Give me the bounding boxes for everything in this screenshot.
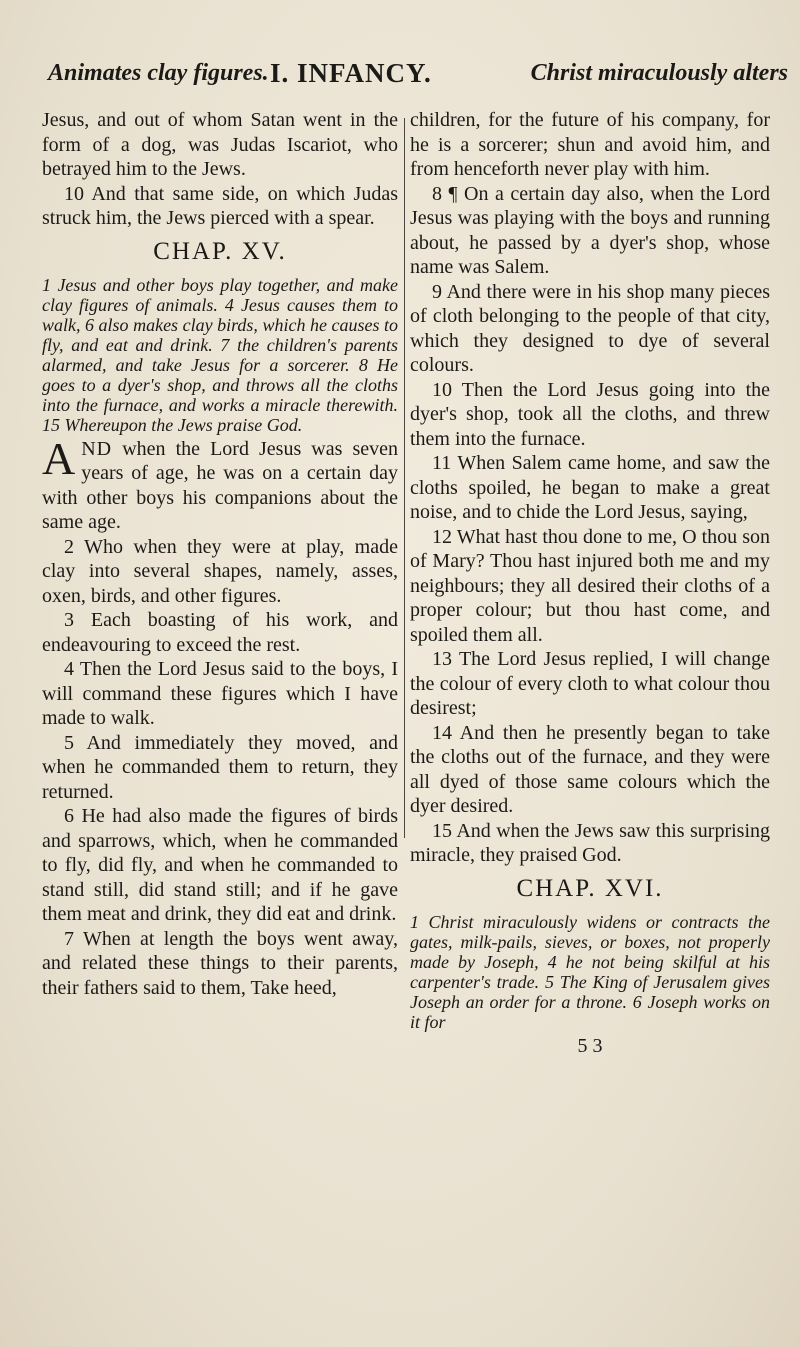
chapter-xv-verse-9: 9 And there were in his shop many pieces of cloth belonging to the people of that city, which they designed to dye of several colours.: [410, 280, 770, 376]
chapter-xv-verse-15: 15 And when the Jews saw this surprising miracle, they praised God.: [410, 819, 770, 866]
chapter-xv-verse-13: 13 The Lord Jesus replied, I will change the colour of every cloth to what colour thou desirest;: [410, 648, 770, 719]
chapter-heading-xvi: CHAP. XVI.: [516, 874, 664, 902]
running-head: [48, 58, 788, 98]
chapter-heading-xv: CHAP. XV.: [153, 237, 287, 265]
chapter-xv-verse-7: 7 When at length the boys went away, and related these things to their parents, their fathers said to them, Take heed,: [42, 927, 398, 999]
chapter-xv-verse-2: 2 Who when they were at play, made clay into several shapes, namely, asses, oxen, birds, and other figures.: [42, 535, 398, 607]
signature-mark: 5 3: [577, 1034, 603, 1057]
left-column: [42, 108, 398, 1000]
chapter-xv-verse-8: 8 ¶ On a certain day also, when the Lord Jesus was playing with the boys and running about, he passed by a dyer's shop, whose name was Salem.: [410, 182, 770, 278]
chapter-xv-verse-10: 10 Then the Lord Jesus going into the dyer's shop, took all the cloths, and threw them into the furnace.: [410, 378, 770, 450]
first-word: ND: [81, 437, 113, 460]
left-verse-10: 10 And that same side, on which Judas struck him, the Jews pierced with a spear.: [42, 182, 398, 229]
running-head-right: Christ miraculously alters: [530, 60, 788, 86]
chapter-xv-verse-3: 3 Each boasting of his work, and endeavouring to exceed the rest.: [42, 609, 398, 656]
running-head-left: Animates clay figures.: [48, 60, 269, 86]
column-divider: [404, 118, 405, 838]
left-opening-text: Jesus, and out of whom Satan went in the form of a dog, was Judas Iscariot, who betrayed him to the Jews.: [42, 109, 398, 180]
right-column: [410, 108, 770, 1058]
chapter-xv-verse-1: [42, 432, 398, 535]
chapter-xvi-summary: 1 Christ miraculously widens or contracts the gates, milk-pails, sieves, or boxes, not properly made by Joseph, 4 he not being skilful at his carpenter's trade. 5 The King of Jerusalem gives Joseph an order for a throne. 6 Joseph works on it for: [410, 911, 770, 1032]
chapter-xv-summary: 1 Jesus and other boys play together, and make clay figures of animals. 4 Jesus causes them to walk, 6 also makes clay birds, which he causes to fly, and eat and drink. 7 the children's parents alarmed, and take Jesus for a sorcerer. 8 He goes to a dyer's shop, and throws all the cloths into the furnace, and works a miracle therewith. 15 Whereupon the Jews praise God.: [42, 274, 398, 435]
right-opening-text: children, for the future of his company, for he is a sorcerer; shun and avoid him, and from henceforth never play with him.: [410, 109, 770, 180]
drop-cap: A: [42, 432, 76, 484]
verse-1-text: when the Lord Jesus was seven years of age, he was on a certain day with other boys his companions about the same age.: [42, 437, 398, 533]
chapter-xv-verse-11: 11 When Salem came home, and saw the cloths spoiled, he began to make a great noise, and to chide the Lord Jesus, saying,: [410, 452, 770, 523]
running-head-center: I. INFANCY.: [270, 58, 432, 88]
chapter-xv-verse-5: 5 And immediately they moved, and when he commanded them to return, they returned.: [42, 731, 398, 803]
chapter-xv-verse-14: 14 And then he presently began to take the cloths out of the furnace, and they were all dyed of those same colours which the dyer desired.: [410, 721, 770, 817]
chapter-xv-verse-4: 4 Then the Lord Jesus said to the boys, I will command these figures which I have made to walk.: [42, 658, 398, 729]
chapter-xv-verse-6: 6 He had also made the figures of birds and sparrows, which, when he commanded to fly, did fly, and when he commanded to stand still, did stand still; and if he gave them meat and drink, they did eat and drink.: [42, 805, 398, 925]
chapter-xv-verse-12: 12 What hast thou done to me, O thou son of Mary? Thou hast injured both me and my neighbours; they all desired their cloths of a proper colour; but thou hast come, and spoiled them all.: [410, 525, 770, 646]
